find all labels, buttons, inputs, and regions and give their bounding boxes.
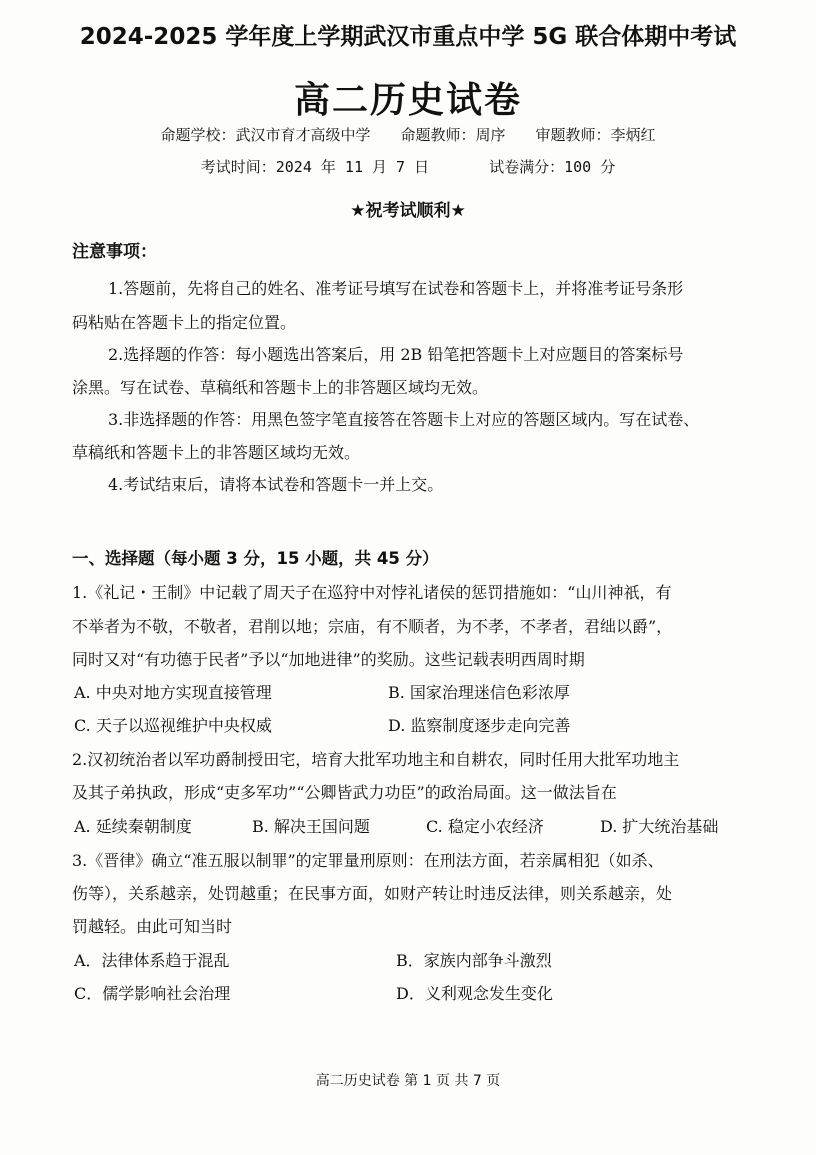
- notice-line: 2.选择题的作答：每小题选出答案后，用 2B 铅笔把答题卡上对应题目的答案标号: [108, 345, 684, 364]
- question-stem-line: 不举者为不敬，不敬者，君削以地；宗庙，有不顺者，为不孝，不孝者，君绌以爵”，: [72, 617, 673, 636]
- answer-option: A. 中央对地方实现直接管理: [74, 683, 272, 702]
- question-stem-line: 伤等），关系越亲，处罚越重；在民事方面，如财产转让时违反法律，则关系越亲，处: [72, 884, 673, 903]
- author-info: 命题学校：武汉市育才高级中学 命题教师：周序 审题教师：李炳红: [160, 126, 656, 144]
- question-stem-line: 3.《晋律》确立“准五服以制罪”的定罪量刑原则：在刑法方面，若亲属相犯（如杀、: [72, 851, 664, 870]
- notice-line: 3.非选择题的作答：用黑色签字笔直接答在答题卡上对应的答题区域内。写在试卷、: [108, 410, 700, 429]
- answer-option: D. 扩大统治基础: [600, 817, 719, 836]
- answer-option: C．儒学影响社会治理: [74, 984, 231, 1003]
- notice-line: 码粘贴在答题卡上的指定位置。: [72, 313, 297, 332]
- question-stem-line: 1.《礼记・王制》中记载了周天子在巡狩中对悖礼诸侯的惩罚措施如：“山川神祇，有: [72, 583, 672, 602]
- question-stem-line: 罚越轻。由此可知当时: [72, 917, 233, 936]
- page-footer: 高二历史试卷 第 1 页 共 7 页: [315, 1073, 501, 1089]
- exam-name: 2024-2025 学年度上学期武汉市重点中学 5G 联合体期中考试: [79, 24, 737, 50]
- section-title: 一、选择题（每小题 3 分，15 小题，共 45 分）: [72, 549, 439, 568]
- notice-line: 4.考试结束后，请将本试卷和答题卡一并上交。: [108, 475, 444, 494]
- answer-option: B. 解决王国问题: [252, 817, 370, 836]
- answer-option: D．义利观念发生变化: [396, 984, 553, 1003]
- answer-option: C. 稳定小农经济: [426, 817, 544, 836]
- answer-option: D. 监察制度逐步走向完善: [388, 716, 571, 735]
- answer-option: B. 国家治理迷信色彩浓厚: [388, 683, 570, 702]
- question-stem-line: 2.汉初统治者以军功爵制授田宅，培育大批军功地主和自耕农，同时任用大批军功地主: [72, 750, 680, 769]
- good-luck-wish: ★祝考试顺利★: [350, 201, 466, 221]
- notice-line: 1.答题前，先将自己的姓名、准考证号填写在试卷和答题卡上，并将准考证号条形: [108, 279, 684, 298]
- answer-option: A．法律体系趋于混乱: [74, 951, 230, 970]
- question-stem-line: 同时又对“有功德于民者”予以“加地进律”的奖励。这些记载表明西周时期: [72, 650, 585, 669]
- question-stem-line: 及其子弟执政，形成“吏多军功”“公卿皆武力功臣”的政治局面。这一做法旨在: [72, 783, 617, 802]
- answer-option: B．家族内部争斗激烈: [396, 951, 552, 970]
- notice-title: 注意事项：: [72, 242, 157, 262]
- notice-line: 涂黑。写在试卷、草稿纸和答题卡上的非答题区域均无效。: [72, 378, 489, 397]
- answer-option: C. 天子以巡视维护中央权威: [74, 716, 272, 735]
- notice-line: 草稿纸和答题卡上的非答题区域均无效。: [72, 443, 361, 462]
- page-title: 高二历史试卷: [293, 79, 522, 121]
- exam-time-info: 考试时间：2024 年 11 月 7 日 试卷满分：100 分: [200, 158, 616, 176]
- answer-option: A. 延续秦朝制度: [74, 817, 192, 836]
